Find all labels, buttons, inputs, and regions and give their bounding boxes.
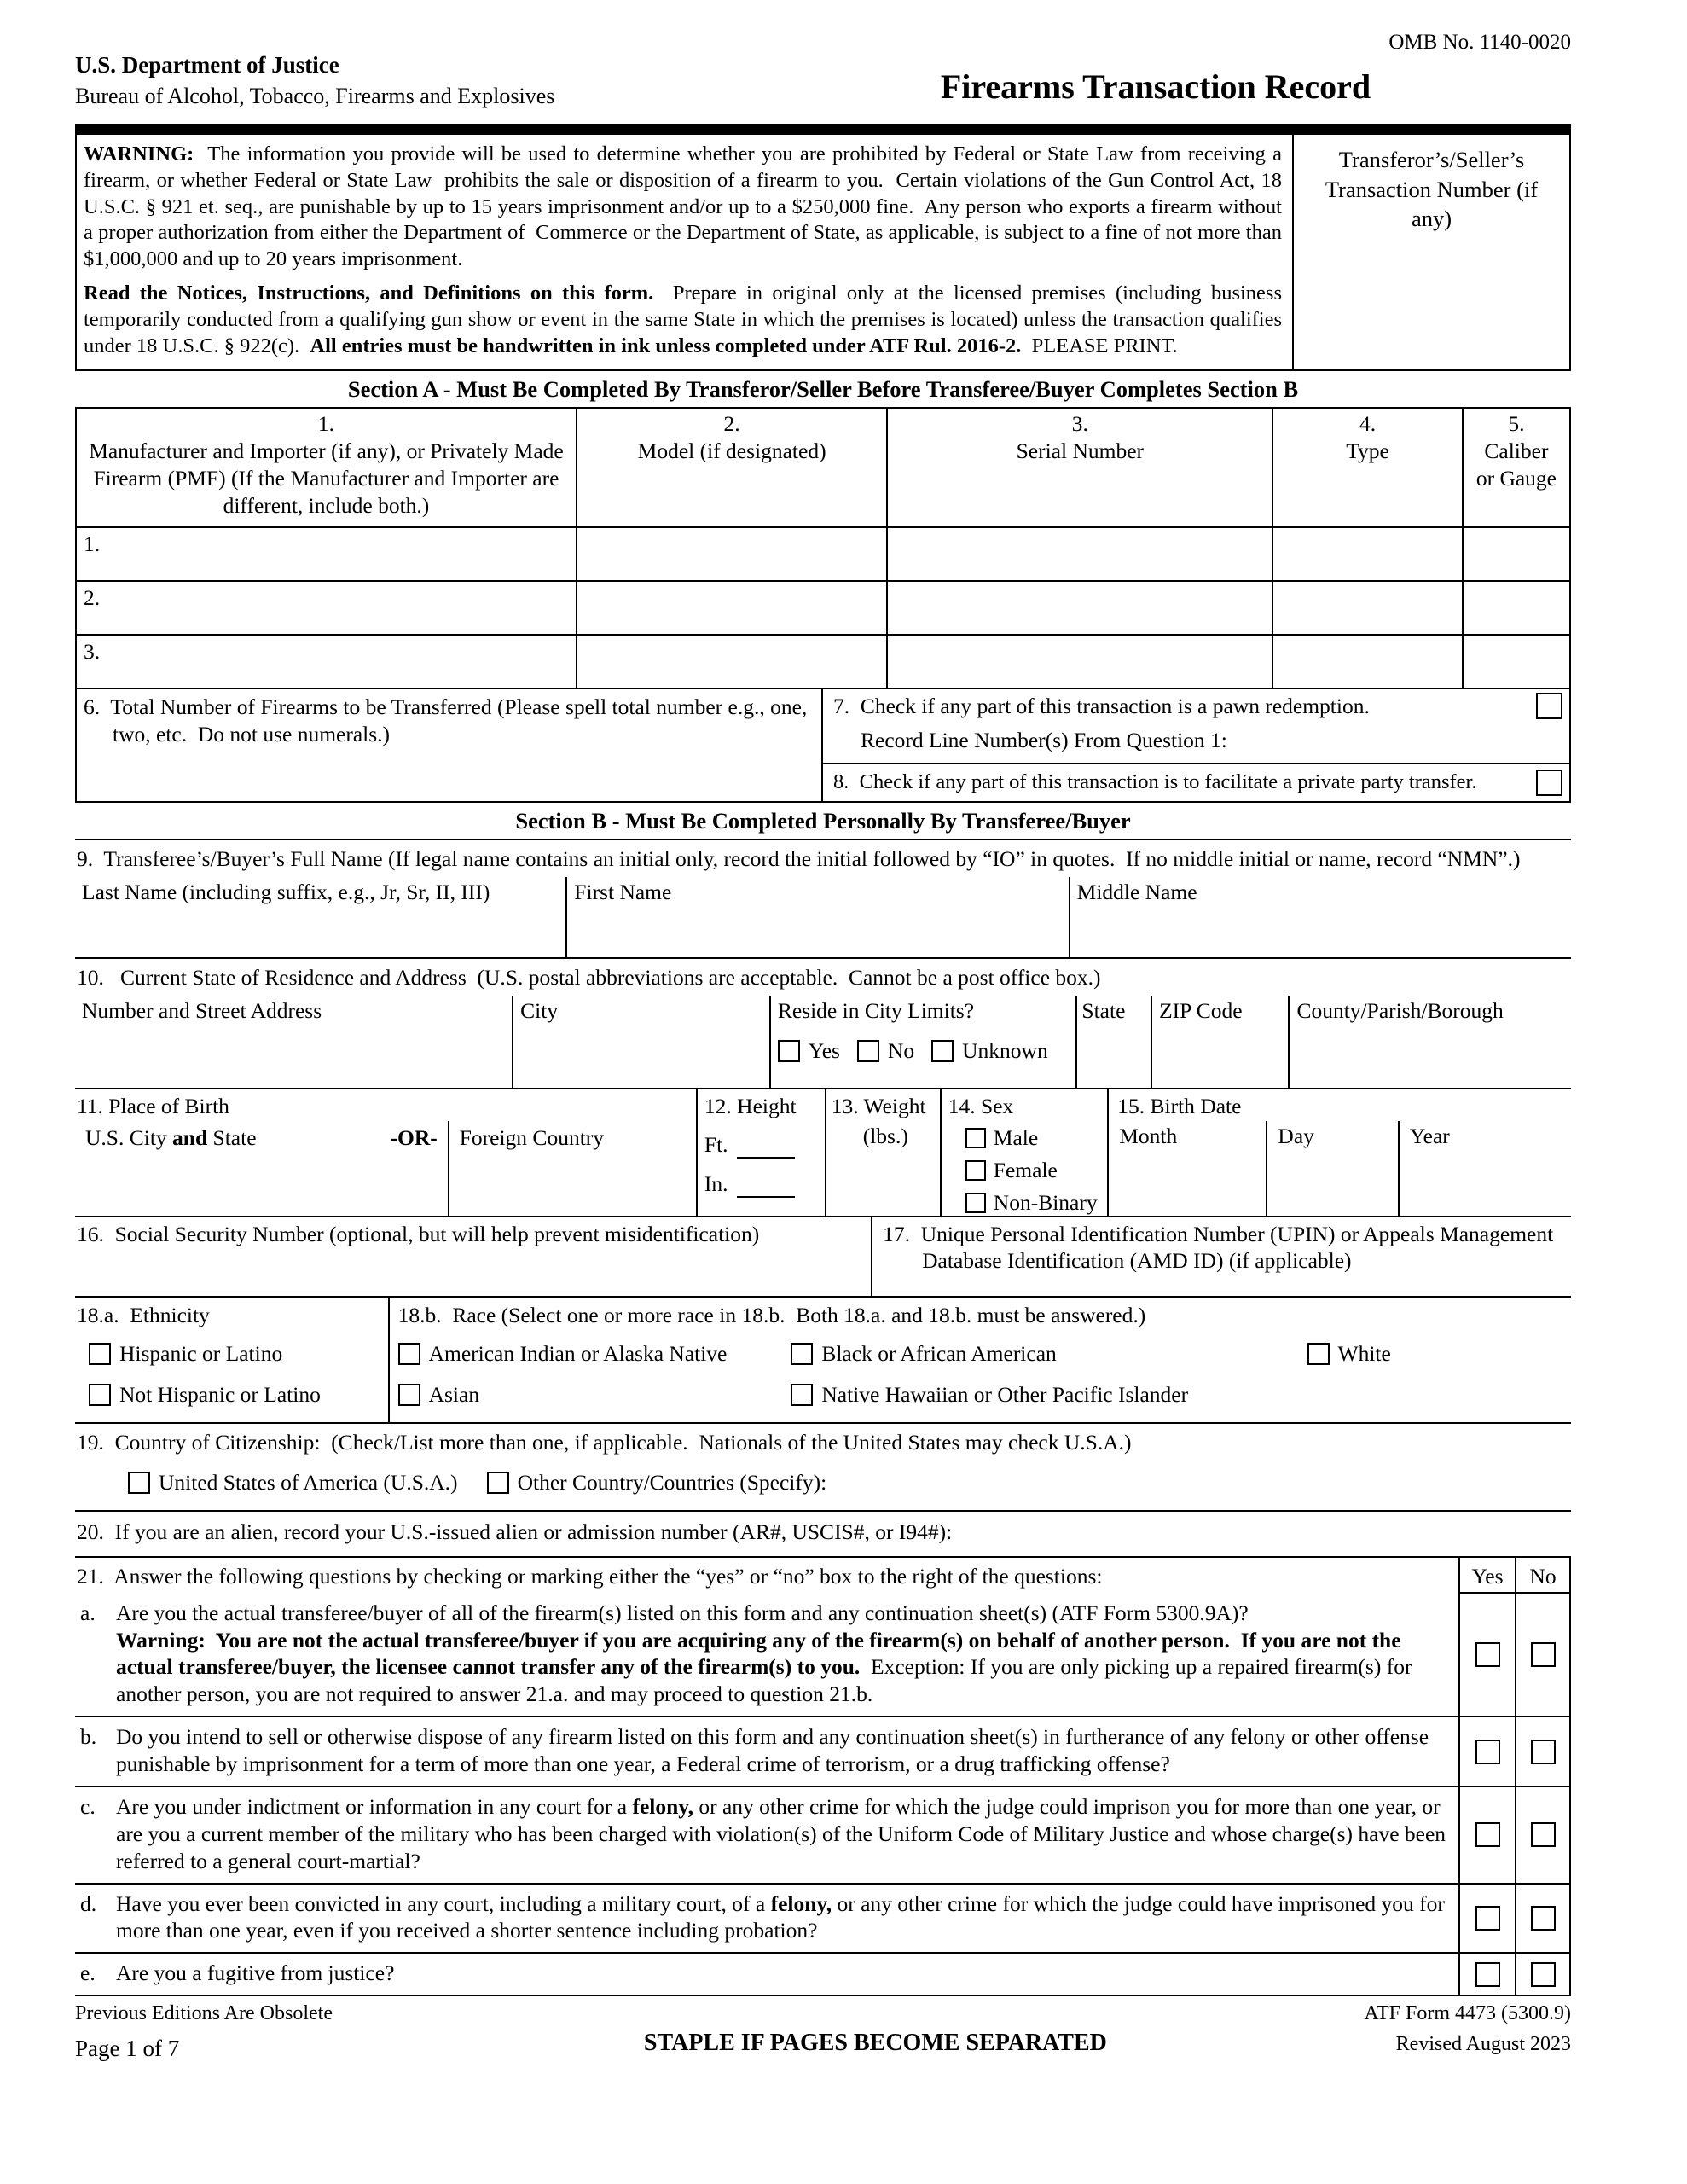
- q18b-label: 18.b. Race (Select one or more race in 18.b. Both 18.a. and 18.b. must be answered.): [397, 1302, 1146, 1327]
- ethnicity-field: [75, 1298, 388, 1423]
- q19-citizenship: [75, 1424, 1571, 1512]
- weight-field[interactable]: [825, 1089, 940, 1216]
- street-address-field[interactable]: [75, 996, 512, 1088]
- q21e-text: Are you a fugitive from justice?: [116, 1960, 395, 1986]
- private-party-transfer-checkbox[interactable]: [1536, 770, 1562, 796]
- q21d-letter: d.: [80, 1891, 97, 1916]
- city-label: City: [520, 997, 559, 1023]
- firearm-1-serial-cell[interactable]: [887, 527, 1272, 581]
- reside-no-checkbox[interactable]: [857, 1040, 879, 1062]
- q21-label: 21. Answer the following questions by checking or marking either the “yes” or “no” box to the right of the questions:: [77, 1563, 1103, 1589]
- q6-label: 6. Total Number of Firearms to be Transferred (Please spell total number e.g., one, two, etc. Do not use numerals.): [84, 694, 813, 746]
- race-white-checkbox[interactable]: [1307, 1343, 1330, 1365]
- pob-us-label: U.S. City and State: [85, 1125, 257, 1151]
- column-number: 4.: [1359, 411, 1377, 437]
- q21b-letter: b.: [80, 1724, 97, 1750]
- column-header-caliber: [1463, 408, 1570, 527]
- column-label: Manufacturer and Importer (if any), or Privately Made Firearm (PMF) (If the Manufacturer and Importer are different, include both.): [89, 439, 564, 518]
- race-asian-checkbox[interactable]: [398, 1384, 420, 1406]
- q21d-row: [75, 1885, 1571, 1955]
- citizenship-usa-label: United States of America (U.S.A.): [159, 1470, 458, 1495]
- q21c-no-cell: [1515, 1787, 1571, 1883]
- q21a-row: [75, 1594, 1571, 1718]
- sex-male-label: Male: [993, 1125, 1039, 1151]
- read-notices-label: Read the Notices, Instructions, and Definitions on this form.: [84, 282, 654, 305]
- q21b-yes-checkbox[interactable]: [1475, 1740, 1500, 1764]
- firearm-3-type-cell[interactable]: [1272, 635, 1463, 688]
- q21a-yes-cell: [1458, 1594, 1515, 1716]
- pob-us-field[interactable]: [75, 1121, 448, 1215]
- column-header-model: [577, 408, 887, 527]
- race-american-indian-checkbox[interactable]: [398, 1343, 420, 1365]
- state-label: State: [1081, 997, 1126, 1023]
- q21a-yes-checkbox[interactable]: [1475, 1642, 1500, 1667]
- q8-label: 8. Check if any part of this transaction is to facilitate a private party transfer.: [833, 770, 1477, 793]
- q21b-no-cell: [1515, 1717, 1571, 1786]
- first-name-field[interactable]: [565, 877, 1068, 957]
- firearm-3-serial-cell[interactable]: [887, 635, 1272, 688]
- warning-section: [75, 135, 1571, 371]
- race-black-checkbox[interactable]: [791, 1343, 813, 1365]
- q21a-no-cell: [1515, 1594, 1571, 1716]
- firearm-row-2: [76, 581, 1570, 635]
- q21c-yes-checkbox[interactable]: [1475, 1822, 1500, 1847]
- height-in-label: In.: [704, 1171, 728, 1197]
- firearms-table: [75, 407, 1571, 689]
- q21d-yes-checkbox[interactable]: [1475, 1906, 1500, 1931]
- firearm-row-1: [76, 527, 1570, 581]
- q21e-no-checkbox[interactable]: [1531, 1962, 1556, 1987]
- ethnicity-not-hispanic-label: Not Hispanic or Latino: [119, 1382, 321, 1408]
- please-print-note: PLEASE PRINT.: [1021, 334, 1178, 357]
- column-header-serial: [887, 408, 1272, 527]
- ssn-field[interactable]: [75, 1217, 871, 1296]
- record-line-label: Record Line Number(s) From Question 1:: [861, 727, 1227, 752]
- firearm-2-manufacturer-cell[interactable]: [76, 581, 577, 635]
- q17-label: 17. Unique Personal Identification Number (UPIN) or Appeals Management Database Identification (AMD ID) (if applicable): [883, 1221, 1559, 1274]
- agency-department: U.S. Department of Justice: [75, 52, 339, 78]
- birth-date-field: [1107, 1089, 1571, 1216]
- firearm-1-caliber-cell[interactable]: [1463, 527, 1570, 581]
- pawn-redemption-checkbox[interactable]: [1536, 693, 1562, 719]
- sex-nonbinary-label: Non-Binary: [993, 1190, 1098, 1216]
- q20-label: 20. If you are an alien, record your U.S.-issued alien or admission number (AR#, USCIS#, or I94#):: [77, 1519, 953, 1544]
- firearm-1-type-cell[interactable]: [1272, 527, 1463, 581]
- q21a-warning: Warning: You are not the actual transferee/buyer if you are acquiring any of the firearm(s) on behalf of another person. If you are not the actual transferee/buyer, the licensee cannot transfer any of the firearm(s) to you.: [116, 1627, 1406, 1680]
- firearm-row-3: [76, 635, 1570, 688]
- warning-text-block: [77, 135, 1292, 369]
- q21e-letter: e.: [80, 1960, 96, 1986]
- form-header: [75, 29, 1571, 110]
- column-label: Model (if designated): [637, 439, 826, 464]
- sex-female-checkbox[interactable]: [965, 1160, 986, 1181]
- street-address-label: Number and Street Address: [82, 997, 322, 1023]
- agency-bureau: Bureau of Alcohol, Tobacco, Firearms and Explosives: [75, 83, 555, 108]
- ethnicity-race-row: [75, 1298, 1571, 1425]
- birth-day-field[interactable]: [1266, 1121, 1397, 1215]
- q21-header: [75, 1558, 1571, 1594]
- pob-foreign-field[interactable]: [448, 1121, 696, 1215]
- staple-note: STAPLE IF PAGES BECOME SEPARATED: [643, 2030, 1107, 2057]
- questions-6-7-8: [75, 689, 1571, 803]
- county-field[interactable]: [1288, 996, 1571, 1088]
- agency-block: [75, 29, 740, 110]
- sex-female-label: Female: [993, 1158, 1058, 1183]
- firearm-1-manufacturer-cell[interactable]: [76, 527, 577, 581]
- place-of-birth-field: [75, 1089, 696, 1216]
- height-in-blank[interactable]: [737, 1177, 795, 1198]
- page-number: Page 1 of 7: [75, 2036, 180, 2062]
- q11-label: 11. Place of Birth: [77, 1093, 229, 1118]
- race-native-hawaiian-label: Native Hawaiian or Other Pacific Islander: [821, 1382, 1189, 1408]
- q13-label: 13. Weight: [831, 1093, 926, 1118]
- alien-number-field[interactable]: [75, 1512, 1571, 1558]
- q16-label: 16. Social Security Number (optional, but will help prevent misidentification): [77, 1221, 760, 1246]
- firearm-3-model-cell[interactable]: [577, 635, 887, 688]
- birth-year-label: Year: [1409, 1124, 1450, 1149]
- sex-nonbinary-checkbox[interactable]: [965, 1193, 986, 1213]
- city-field[interactable]: [512, 996, 769, 1088]
- q21c-text: Are you under indictment or information in any court for a felony, or any other crime for which the judge could imprison you for more than one year, or are you a current member of the military who has been charged with violation(s) of the Uniform Code of Military Justice and whose charge(s) have been referred to a general court-martial?: [116, 1793, 1452, 1873]
- column-header-type: [1272, 408, 1463, 527]
- ethnicity-hispanic-checkbox[interactable]: [89, 1343, 111, 1365]
- sex-field: [940, 1089, 1107, 1216]
- q21e-no-cell: [1515, 1954, 1571, 1995]
- divider-bar: [75, 124, 1571, 135]
- row-number: 1.: [84, 531, 101, 556]
- ethnicity-not-hispanic-checkbox[interactable]: [89, 1384, 111, 1406]
- omb-number: OMB No. 1140-0020: [1388, 31, 1571, 54]
- q9-label: 9. Transferee’s/Buyer’s Full Name (If legal name contains an initial only, record the initial followed by “IO” in quotes. If no middle initial or name, record “NMN”.): [77, 845, 1521, 871]
- height-ft-label: Ft.: [704, 1132, 728, 1158]
- q21c-row: [75, 1787, 1571, 1885]
- birth-month-label: Month: [1119, 1124, 1178, 1149]
- first-name-label: First Name: [574, 879, 672, 904]
- race-american-indian-label: American Indian or Alaska Native: [428, 1341, 728, 1367]
- address-row: [75, 996, 1571, 1089]
- q15-label: 15. Birth Date: [1117, 1093, 1242, 1118]
- column-label: Type: [1346, 439, 1389, 464]
- q21b-text: Do you intend to sell or otherwise dispose of any firearm listed on this form and any continuation sheet(s) in furtherance of any felony or other offense punishable by imprisonment for a term of more than one year, a Federal crime of terrorism, or a drug trafficking offense?: [116, 1724, 1435, 1776]
- citizenship-usa-checkbox[interactable]: [128, 1472, 150, 1494]
- column-number: 1.: [317, 411, 335, 437]
- birth-month-field[interactable]: [1109, 1121, 1266, 1215]
- footer-right: [1227, 2001, 1571, 2057]
- firearm-2-model-cell[interactable]: [577, 581, 887, 635]
- race-native-hawaiian-checkbox[interactable]: [791, 1384, 813, 1406]
- q21c-no-checkbox[interactable]: [1531, 1822, 1556, 1847]
- bio-row: [75, 1089, 1571, 1217]
- q7-label: 7. Check if any part of this transaction is a pawn redemption.: [833, 693, 1370, 718]
- column-label: Serial Number: [1016, 439, 1145, 464]
- q21d-no-cell: [1515, 1885, 1571, 1953]
- ethnicity-hispanic-label: Hispanic or Latino: [119, 1341, 283, 1367]
- last-name-label: Last Name (including suffix, e.g., Jr, Sr, II, III): [82, 879, 490, 904]
- reside-unknown-checkbox[interactable]: [931, 1040, 954, 1062]
- form-title: Firearms Transaction Record: [940, 67, 1371, 107]
- row-number: 3.: [84, 638, 101, 664]
- header-right: [740, 29, 1571, 108]
- middle-name-field[interactable]: [1069, 877, 1571, 957]
- q21a-letter: a.: [80, 1600, 96, 1625]
- firearms-table-header-row: [76, 408, 1570, 527]
- q10-label: 10. Current State of Residence and Address (U.S. postal abbreviations are acceptable. Cannot be a post office box.): [77, 964, 1101, 990]
- reside-yes-checkbox[interactable]: [778, 1040, 800, 1062]
- no-column-header: No: [1515, 1558, 1571, 1594]
- revision-date: Revised August 2023: [1395, 2033, 1571, 2056]
- yes-column-header: Yes: [1458, 1558, 1515, 1594]
- race-field: [388, 1298, 1571, 1423]
- firearm-2-type-cell[interactable]: [1272, 581, 1463, 635]
- firearm-2-serial-cell[interactable]: [887, 581, 1272, 635]
- total-firearms-field[interactable]: [77, 689, 823, 801]
- q8-private-party: [823, 764, 1569, 801]
- birth-day-label: Day: [1278, 1124, 1314, 1149]
- column-number: 3.: [1071, 411, 1088, 437]
- q14-label: 14. Sex: [948, 1093, 1014, 1118]
- height-ft-blank[interactable]: [737, 1138, 795, 1159]
- column-number: 5.: [1508, 411, 1525, 437]
- questions-7-8: [823, 689, 1569, 801]
- weight-unit-label: (lbs.): [862, 1124, 908, 1149]
- record-line-numbers-field[interactable]: [1227, 727, 1562, 754]
- middle-name-label: Middle Name: [1076, 879, 1197, 904]
- q19-label: 19. Country of Citizenship: (Check/List more than one, if applicable. Nationals of the United States may check U.S.A.): [77, 1430, 1132, 1455]
- ink-entries-note: All entries must be handwritten in ink unless completed under ATF Rul. 2016-2.: [310, 334, 1022, 357]
- column-header-manufacturer: [76, 408, 577, 527]
- section-b-header: Section B - Must Be Completed Personally By Transferee/Buyer: [75, 803, 1571, 840]
- pob-foreign-label: Foreign Country: [459, 1125, 605, 1151]
- warning-label: WARNING:: [84, 142, 194, 166]
- row-number: 2.: [84, 584, 101, 610]
- q21c-letter: c.: [80, 1793, 96, 1819]
- name-row: [75, 877, 1571, 959]
- transaction-number-box[interactable]: [1292, 135, 1569, 369]
- birth-year-field[interactable]: [1398, 1121, 1571, 1215]
- ssn-upin-row: [75, 1217, 1571, 1298]
- state-field[interactable]: [1075, 996, 1151, 1088]
- q21d-yes-cell: [1458, 1885, 1515, 1953]
- reside-in-city-limits-field: [769, 996, 1076, 1088]
- height-field: [696, 1089, 825, 1216]
- column-number: 2.: [723, 411, 740, 437]
- reside-unknown-label: Unknown: [962, 1038, 1048, 1064]
- column-label: Caliber or Gauge: [1475, 439, 1557, 491]
- q21a-exception: Exception: If you are only picking up a repaired firearm(s) for another person, you are not required to answer 21.a. and may proceed to question 21.b.: [116, 1654, 1417, 1707]
- reside-yes-label: Yes: [808, 1038, 840, 1064]
- race-asian-label: Asian: [428, 1382, 480, 1408]
- q21a-no-checkbox[interactable]: [1531, 1642, 1556, 1667]
- q21a-text: Are you the actual transferee/buyer of all of the firearm(s) listed on this form and any continuation sheet(s) (ATF Form 5300.9A)?: [116, 1600, 1249, 1625]
- pob-or-label: -OR-: [390, 1125, 438, 1151]
- reside-no-label: No: [887, 1038, 915, 1064]
- q21b-yes-cell: [1458, 1717, 1515, 1786]
- zip-code-label: ZIP Code: [1159, 997, 1243, 1023]
- zip-code-field[interactable]: [1151, 996, 1288, 1088]
- firearm-3-manufacturer-cell[interactable]: [76, 635, 577, 688]
- transaction-number-label: Transferor’s/Seller’s Transaction Number (if any): [1325, 147, 1539, 232]
- q18a-label: 18.a. Ethnicity: [77, 1302, 210, 1327]
- q12-label: 12. Height: [704, 1093, 797, 1118]
- firearm-2-caliber-cell[interactable]: [1463, 581, 1570, 635]
- last-name-field[interactable]: [75, 877, 565, 957]
- read-notices-body: Prepare in original only at the licensed premises (including business temporarily conducted from a qualifying gun show or event in the same State in which the premises is located) unless the transaction qualifies under 18 U.S.C. § 922(c).: [84, 282, 1288, 357]
- q21e-yes-checkbox[interactable]: [1475, 1962, 1500, 1987]
- citizenship-other-checkbox[interactable]: [487, 1472, 509, 1494]
- warning-body: The information you provide will be used to determine whether you are prohibited by Federal or State Law from receiving a firearm, or whether Federal or State Law prohibits the sale or disposition of a firearm to you. Certain violations of the Gun Control Act, 18 U.S.C. § 921 et. seq., are punishable by up to 15 years imprisonment and/or up to a $250,000 fine. Any person who exports a firearm without a proper authorization from either the Department of Commerce or the Department of State, as applicable, is subject to a fine of not more than $1,000,000 and up to 20 years imprisonment.: [84, 142, 1288, 270]
- upin-field[interactable]: [871, 1217, 1571, 1296]
- form-number: ATF Form 4473 (5300.9): [1364, 2002, 1571, 2025]
- q7-pawn-redemption: [823, 689, 1569, 764]
- county-label: County/Parish/Borough: [1296, 997, 1504, 1023]
- previous-editions-note: Previous Editions Are Obsolete: [75, 2002, 333, 2025]
- q21c-yes-cell: [1458, 1787, 1515, 1883]
- q21b-no-checkbox[interactable]: [1531, 1740, 1556, 1764]
- firearm-3-caliber-cell[interactable]: [1463, 635, 1570, 688]
- race-white-label: White: [1337, 1341, 1391, 1367]
- reside-label: Reside in City Limits?: [777, 997, 975, 1023]
- firearm-1-model-cell[interactable]: [577, 527, 887, 581]
- q21b-row: [75, 1717, 1571, 1787]
- q21d-text: Have you ever been convicted in any court, including a military court, of a felony, or any other crime for which the judge could have imprisoned you for more than one year, even if you received a shorter sentence including probation?: [116, 1891, 1451, 1943]
- footer-left: [75, 2001, 524, 2064]
- page-footer: [75, 1996, 1571, 2064]
- q21e-row: [75, 1954, 1571, 1996]
- q21d-no-checkbox[interactable]: [1531, 1906, 1556, 1931]
- section-a-header: Section A - Must Be Completed By Transferor/Seller Before Transferee/Buyer Completes Section B: [347, 376, 1299, 403]
- race-black-label: Black or African American: [821, 1341, 1057, 1367]
- citizenship-other-label: Other Country/Countries (Specify):: [517, 1470, 827, 1495]
- sex-male-checkbox[interactable]: [965, 1128, 986, 1148]
- q21e-yes-cell: [1458, 1954, 1515, 1995]
